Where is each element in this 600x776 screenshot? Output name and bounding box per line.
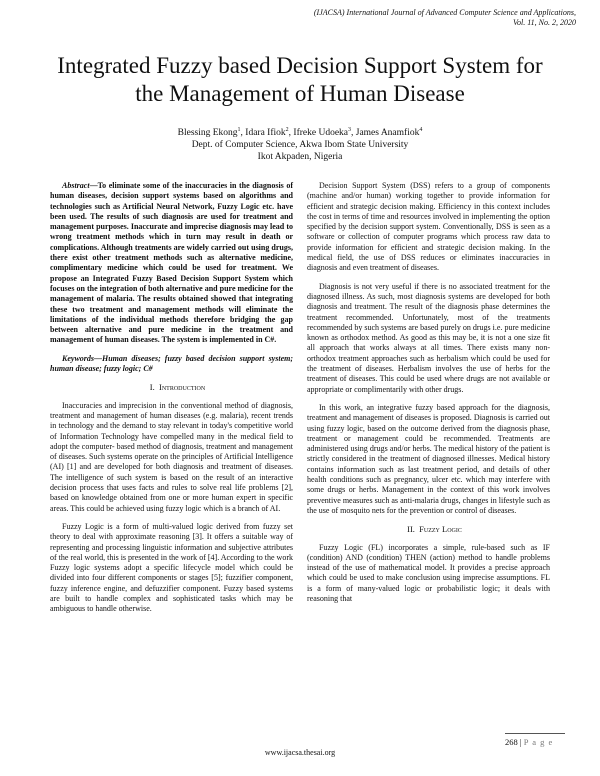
paragraph-fuzzy-logic: Fuzzy Logic (FL) incorporates a simple, rule-based such as IF (condition) AND (condition) THEN (action) method to handle problems instead of the use of mathematical model. It provides a precise approach which could be used to make conclusion using imprecise assumptions. FL is a form of many-valued logic or probabilistic logic; it deals with reasoning that: [307, 542, 550, 603]
journal-url: www.ijacsa.thesai.org: [264, 748, 336, 757]
paper-title-line1: Integrated Fuzzy based Decision Support System for: [57, 53, 543, 78]
author-4-affil: 4: [419, 127, 423, 133]
author-names: Blessing Ekong$^1$, Idara Ifiok$^2$, Ifreke Udoeka$^3$, James Anamfiok$^4$: [177, 127, 423, 139]
right-column: [307, 181, 550, 612]
footer-rule: [505, 733, 565, 734]
author-3: Ifreke Udoeka: [293, 128, 348, 139]
section-2-title: Fuzzy Logic: [419, 524, 462, 535]
author-3-affil: 3: [348, 127, 351, 133]
keywords: Keywords—Human diseases; fuzzy based decision support system; human disease; fuzzy logic; C#: [50, 353, 293, 374]
left-column: [50, 181, 293, 623]
author-1-affil: 1: [237, 127, 241, 133]
section-heading-introduction: [50, 382, 293, 392]
page-number-value: 268: [505, 737, 518, 747]
paper-title: [20, 52, 580, 108]
journal-header-line1: (IJACSA) International Journal of Advanced Computer Science and Applications,: [313, 8, 576, 17]
section-2-number: II.: [407, 524, 415, 535]
journal-header: [196, 8, 576, 28]
author-2-affil: 2: [285, 127, 289, 133]
author-block: [20, 124, 580, 163]
author-department: Dept. of Computer Science, Akwa Ibom State University: [191, 140, 409, 151]
paragraph-dss: Decision Support System (DSS) refers to a group of components (machine and/or human) working together to provide information for efficient and strategic decision making. Efficiency in this context includes the cost in terms of time and resources involved in implementing the option specified by the decision support system. Conventionally, DSS is seen as a software or collection of computer programs which process raw data to provide information for efficient and strategic decision making. In the medical field, the use of DSS reduces or eliminates inaccuracies in diagnosis and even treatment of diseases.: [307, 181, 550, 273]
page-word: P a g e: [523, 737, 554, 747]
author-4: James Anamfiok: [355, 128, 420, 139]
page-number: [505, 737, 553, 747]
section-heading-fuzzy-logic: [307, 524, 550, 534]
paragraph-intro-1: Inaccuracies and imprecision in the conventional method of diagnosis, treatment and management of human diseases (e.g. malaria), recent trends in technology and the demand to stay relevant in today's competitive world of Information Technology have compelled many in the medical field to adopt the computer- based method of diagnosis, treatment and management of diseases. Such systems operate on the principles of Artificial Intelligence (AI) [1] and are developed for both diagnosis and treatment of diseases. The intelligence of such system is based on the result of an interactive decision process that uses facts and rules to solve real life problems [2], based on knowledge obtained from one or more human expert in specific areas. This could be achieved using fuzzy logic which is a branch of AI.: [50, 400, 293, 513]
journal-header-line2: Vol. 11, No. 2, 2020: [513, 18, 576, 27]
author-2: Idara Ifiok: [245, 128, 286, 139]
author-location: Ikot Akpaden, Nigeria: [257, 152, 343, 163]
abstract: [50, 181, 293, 346]
abstract-label: Abstract: [62, 181, 90, 190]
abstract-text: To eliminate some of the inaccuracies in the diagnosis of human diseases, decision support systems based on algorithms and technologies such as Artificial Neural Network, Fuzzy Logic etc. have been used. The results of such diagnosis are used for treatment and management purposes. Inaccurate and imprecise diagnosis may lead to wrong treatment methods which in turn may result in death or complications. Although treatments are widely carried out using drugs, there exist other treatment methods such as alternative medicine, complimentary medicine which could be used for treatment. We propose an Integrated Fuzzy Based Decision Support System which focuses on the integration of both alternative and pure medicine for the management of malaria. The results obtained showed that integrating these two treatment and management methods will eliminate the limitations of the individual methods therefore bridging the gap between alternative and pure medicine in the treatment and management of human diseases. The system is implemented in C#.: [50, 181, 293, 345]
author-1: Blessing Ekong: [177, 128, 238, 139]
paragraph-diagnosis: Diagnosis is not very useful if there is no associated treatment for the diagnosed illness. As such, most diagnosis systems are developed for both diagnosis and treatment. The result of the diagnosis phase determines the treatment recommended. Unfortunately, most of the treatments recommended by such systems are based purely on drugs i.e. pure medicine known as orthodox method. As good as this may be, it is not a one size fit all approach that works always at all times. There exists many non-orthodox treatment approaches such as herbalism which could be used for the treatment of diseases. Herbalism involves the use of herbs for the treatment of diseases. This could be used where drugs are not available or appropriate or complimentarily with other drugs.: [307, 281, 550, 394]
section-1-title: Introduction: [159, 382, 206, 393]
paragraph-this-work: In this work, an integrative fuzzy based approach for the diagnosis, treatment and management of diseases is proposed. Diagnosis is carried out using fuzzy logic, based on the outcome derived from the diagnosis phase, treatment or management could be recommended. Treatments are administered using drugs and/or herbs. The medical history of the patient is strictly considered in the treatment of diagnosed illnesses. Medical history contains information such as last treatment period, and details of other health conditions such as pregnancy, ulcer etc. which may interfere with some drugs or herbs. Management in the context of this work involves preventive measures such as anti-malaria drugs, changes in lifestyle such as the use of mosquito nets for the prevention or control of diseases.: [307, 402, 550, 515]
section-1-number: I.: [149, 382, 155, 393]
page-separator: |: [517, 737, 524, 747]
paragraph-intro-2: Fuzzy Logic is a form of multi-valued logic derived from fuzzy set theory to deal with approximate reasoning [3]. It offers a suitable way of representing and processing linguistic information and subjective attributes of the real world, this is presented in the work of [4]. According to the work Fuzzy logic systems adopt a specific lifecycle model which could be divided into four different components or stages [5]; fuzzifier component, fuzzy inference engine, and defuzzifier component. Fuzzy based systems are built to handle complex and sophisticated tasks which may be ambiguous to handle otherwise.: [50, 521, 293, 614]
abstract-dash: —: [89, 181, 98, 190]
paper-title-line2: the Management of Human Disease: [135, 81, 465, 106]
